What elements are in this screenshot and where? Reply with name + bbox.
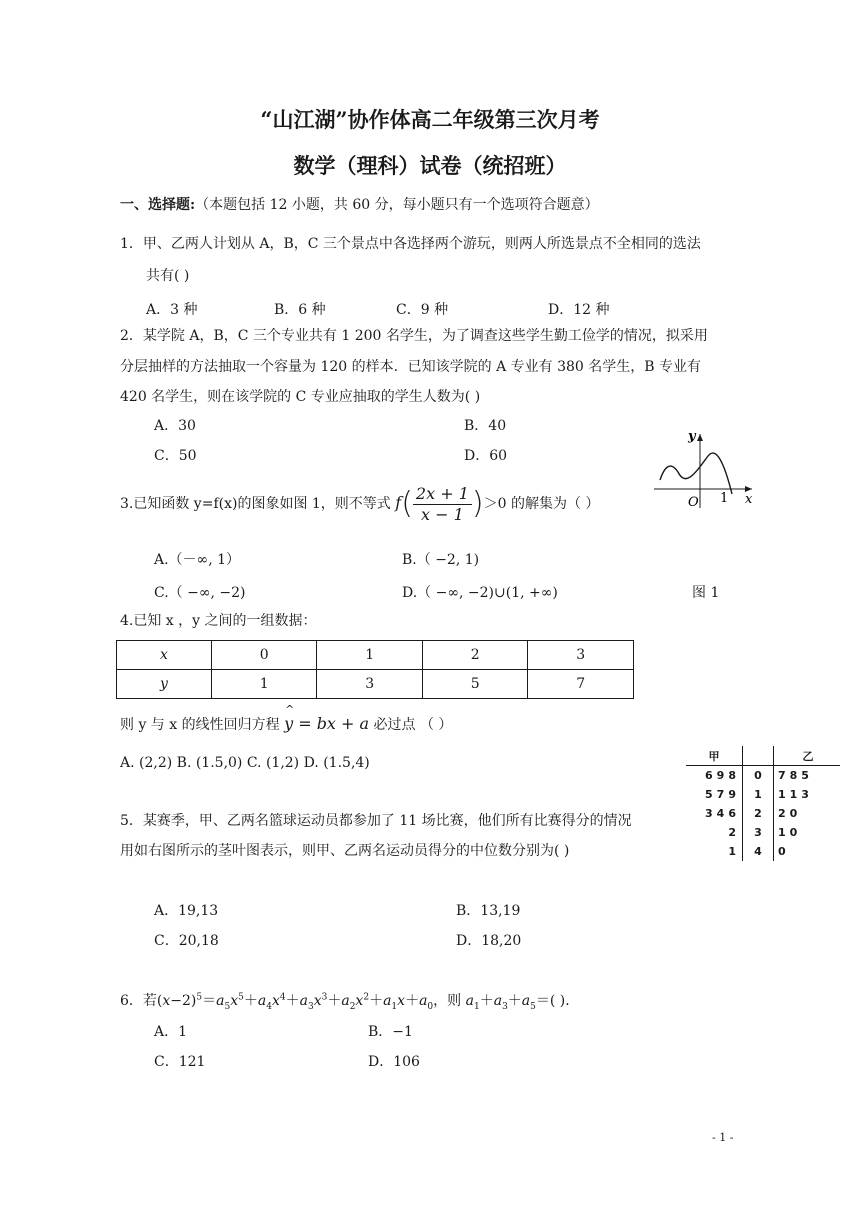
q3-suffix: ＞0 的解集为（ ） [483,496,600,512]
q2-option-b: B．40 [464,418,507,434]
q2-line3: 420 名学生，则在该学院的 C 专业应抽取的学生人数为( ) [120,389,481,405]
page-title: “山江湖”协作体高二年级第三次月考 [260,107,600,132]
q3-option-d: D.（ −∞, −2)∪(1, +∞) [402,585,558,601]
q3-option-b: B.（ −2, 1) [402,552,480,568]
table-cell: x [117,641,212,670]
q2-option-c: C．50 [154,448,197,464]
table-cell: 3 [317,670,423,699]
q2-line1: 2．某学院 A，B，C 三个专业共有 1 200 名学生，为了调查这些学生勤工俭学的情况，拟采用 [120,328,708,344]
q6-statement: 6．若$(x-2)^5=a_5x^5+a_4x^4+a_3x^3+a_2x^2+a_1x+a_0$，则 $a_1+a_3+a_5=$( )． [120,992,580,1012]
leaf-left: 698 [686,766,743,786]
stem-leaf-header-yi: 乙 [774,746,841,766]
regression-equation: = bx + a [293,714,370,733]
q3-option-a: A.（－∞, 1） [154,552,241,568]
stem-leaf-row [686,804,840,823]
fraction-denominator: x − 1 [421,504,464,524]
stem: 2 [743,804,774,823]
leaf-right: 10 [778,826,802,839]
q3-statement [120,481,599,526]
graph-origin-label: O [688,495,699,510]
q6-option-b: B．−1 [368,1024,413,1040]
stem-leaf-header [686,746,840,766]
stem: 1 [743,785,774,804]
q5-option-a: A．19,13 [154,903,219,919]
q3-option-c: C.（ −∞, −2) [154,585,246,601]
table-row [117,641,634,670]
stem-leaf-row [686,766,840,786]
stem: 0 [743,766,774,786]
fraction [413,484,472,525]
q2-option-a: A．30 [154,418,196,434]
q4-options: A. (2,2) B. (1.5,0) C. (1,2) D. (1.5,4) [120,755,370,771]
stem-leaf-header-stem [743,746,774,766]
section-heading-label: 一、选择题: [120,197,196,213]
leaf-right: 20 [778,807,802,820]
q5-line2: 用如右图所示的茎叶图表示，则甲、乙两名运动员得分的中位数分别为( ) [120,843,570,859]
section-heading-note: （本题包括 12 小题，共 60 分，每小题只有一个选项符合题意） [195,197,599,213]
q4-question-b: 必过点 （ ） [373,717,453,733]
function-graph-figure [648,428,764,514]
leaf-right: 113 [778,788,813,801]
table-cell: 2 [422,641,528,670]
q5-line1: 5．某赛季，甲、乙两名篮球运动员都参加了 11 场比赛，他们所有比赛得分的情况 [120,813,632,829]
q5-option-d: D．18,20 [456,933,522,949]
graph-x-label: x [745,492,753,507]
fraction-numerator: 2x + 1 [413,484,472,505]
q2-line2: 分层抽样的方法抽取一个容量为 120 的样本．已知该学院的 A 专业有 380 名学生，B 专业有 [120,359,701,375]
graph-one-label: 1 [720,491,729,506]
q3-prefix: 3.已知函数 y=f(x)的图象如图 1，则不等式 [120,496,391,512]
q6-option-c: C．121 [154,1054,206,1070]
table-cell: 1 [211,670,317,699]
q4-question [120,714,452,734]
stem-leaf-row [686,842,840,861]
table-row [117,670,634,699]
graph-y-label: y [688,429,696,444]
q4-prefix: 4.已知 x ，y 之间的一组数据： [120,613,317,629]
q1-option-b: B．6 种 [274,302,326,318]
page-number: - 1 - [712,1131,734,1144]
q2-option-d: D．60 [464,448,508,464]
q1-line2: 共有( ) [146,268,190,284]
table-cell: 0 [211,641,317,670]
regression-y-hat: ^ y [284,714,293,733]
leaf-right: 785 [778,769,813,782]
stem-leaf-row [686,823,840,842]
stem-leaf-plot [686,746,840,861]
table-cell: y [117,670,212,699]
leaf-left: 2 [686,823,743,842]
leaf-right: 0 [778,845,790,858]
leaf-left: 346 [686,804,743,823]
table-cell: 7 [528,670,634,699]
q3-f: f [395,493,402,512]
stem: 3 [743,823,774,842]
q4-question-a: 则 y 与 x 的线性回归方程 [120,717,280,733]
table-cell: 3 [528,641,634,670]
q5-option-c: C．20,18 [154,933,219,949]
left-paren: ( [401,486,413,521]
q1-option-c: C．9 种 [396,302,449,318]
section-heading [120,194,599,214]
q1-option-d: D．12 种 [548,302,610,318]
q6-option-d: D．106 [368,1054,420,1070]
q5-option-b: B．13,19 [456,903,521,919]
right-paren: ) [471,486,484,521]
page-subtitle: 数学（理科）试卷（统招班） [293,153,567,178]
leaf-left: 579 [686,785,743,804]
q6-option-a: A．1 [154,1024,188,1040]
stem-leaf-header-jia: 甲 [686,746,743,766]
table-cell: 1 [317,641,423,670]
q1-line1: 1．甲、乙两人计划从 A，B，C 三个景点中各选择两个游玩，则两人所选景点不全相同的选法 [120,236,701,252]
figure-caption: 图 1 [692,585,720,601]
stem: 4 [743,842,774,861]
data-table [116,640,634,699]
q1-option-a: A．3 种 [146,302,198,318]
leaf-left: 1 [686,842,743,861]
table-cell: 5 [422,670,528,699]
stem-leaf-row [686,785,840,804]
